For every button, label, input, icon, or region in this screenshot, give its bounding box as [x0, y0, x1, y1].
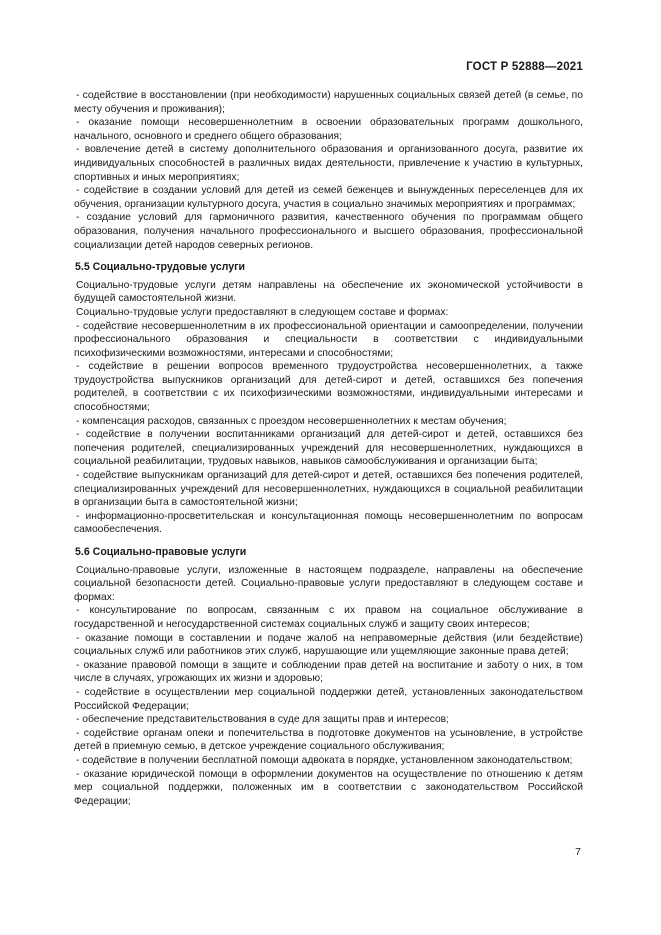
list-item: - оказание правовой помощи в защите и соблюдении прав детей на воспитание и заботу о них, в том числе в случаях, угрожающих их жизни и здоровью; — [74, 659, 583, 685]
page-number: 7 — [575, 846, 581, 858]
list-item: - обеспечение представительствования в суде для защиты прав и интересов; — [76, 714, 450, 726]
list-item: - оказание помощи несовершеннолетним в освоении образовательных программ дошкольного, начального, основного и среднего общего образования; — [74, 117, 583, 142]
top-list — [74, 89, 583, 252]
section-title-5-5: 5.5 Социально-трудовые услуги — [75, 261, 246, 274]
document-body — [74, 89, 583, 808]
list-item: - компенсация расходов, связанных с проездом несовершеннолетних к местам обучения; — [76, 415, 507, 427]
list-item: - содействие в получении воспитанниками организаций для детей-сирот и детей, оставшихся без попечения родителей, специализированных учреждений для несовершеннолетних, нуждающихся в социальной реабилитации, трудовых навыков, навыков самообслуживания и организации быта; — [74, 429, 583, 468]
paragraph: Социально-правовые услуги, изложенные в настоящем подразделе, направлены на обеспечение социальной безопасности детей. Социально-правовые услуги предоставляют в следующем составе и формах: — [74, 564, 583, 603]
list-item: - оказание помощи в составлении и подаче жалоб на неправомерные действия (или бездействие) социальных служб или работников этих служб, нарушающие или ущемляющие законные права детей; — [74, 632, 583, 658]
list-item: - содействие несовершеннолетним в их профессиональной ориентации и самоопределении, получении профессионального образования и специальности в соответствии с индивидуальными психофизическими возможностями, интересами и способностями; — [74, 320, 583, 359]
list-item: - информационно-просветительская и консультационная помощь несовершеннолетним по вопросам самообеспечения. — [74, 510, 583, 536]
paragraph: Социально-трудовые услуги предоставляют в следующем составе и формах: — [76, 306, 449, 318]
list-item: - содействие в создании условий для детей из семей беженцев и вынужденных переселенцев для их обучения, организации культурного досуга, участия в социально значимых мероприятиях и программах; — [74, 185, 583, 210]
section-5-6-body — [74, 564, 583, 809]
document-code-header: ГОСТ Р 52888—2021 — [466, 61, 583, 73]
list-item: - содействие в получении бесплатной помощи адвоката в порядке, установленном законодательством; — [76, 754, 573, 766]
section-5-5-body — [74, 279, 583, 537]
list-item: - вовлечение детей в систему дополнительного образования и организованного досуга, развитие их индивидуальных способностей в различных видах деятельности, привлечение к участию в культурных, спортивных и иных мероприятиях; — [74, 144, 583, 183]
list-item: - содействие выпускникам организаций для детей-сирот и детей, оставшихся без попечения родителей, специализированных учреждений для несовершеннолетних, нуждающихся в социальной реабилитации в организации быта в самостоятельной жизни; — [74, 470, 583, 509]
list-item: - содействие в восстановлении (при необходимости) нарушенных социальных связей детей (в семье, по месту обучения и проживания); — [74, 90, 583, 115]
list-item: - оказание юридической помощи в оформлении документов на осуществление по отношению к детям мер социальной поддержки, положенных им в соответствии с законодательством Российской Федерации; — [74, 768, 583, 807]
paragraph: Социально-трудовые услуги детям направлены на обеспечение их экономической устойчивости в будущей самостоятельной жизни. — [74, 279, 583, 305]
section-title-5-6: 5.6 Социально-правовые услуги — [75, 546, 247, 558]
list-item: - содействие в осуществлении мер социальной поддержки детей, установленных законодательством Российской Федерации; — [74, 686, 583, 712]
list-item: - создание условий для гармоничного развития, качественного обучения по программам общего образования, получения начального профессионального и высшего образования, профессиональной социализации детей народов северных регионов. — [74, 212, 583, 251]
list-item: - содействие органам опеки и попечительства в подготовке документов на усыновление, в устройстве детей в приемную семью, в детское учреждение социального обслуживания; — [74, 727, 583, 753]
list-item: - консультирование по вопросам, связанным с их правом на социальное обслуживание в государственной и негосударственной системах социальных служб и защиту своих интересов; — [74, 605, 583, 630]
list-item: - содействие в решении вопросов временного трудоустройства несовершеннолетних, а также трудоустройства выпускников организаций для детей-сирот и детей, оставшихся без попечения родителей, в соответствии с их психофизическими возможностями, индивидуальными интересами и способностями; — [74, 361, 583, 414]
